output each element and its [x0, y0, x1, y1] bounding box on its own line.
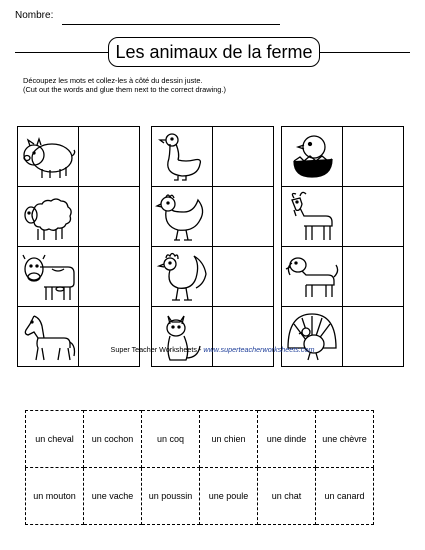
footer: [0, 345, 425, 354]
answer-box[interactable]: [343, 187, 404, 247]
word-card[interactable]: un chien: [200, 411, 258, 468]
picture-grid-3: [281, 126, 404, 367]
goat-icon: [284, 190, 340, 244]
instructions-french: Découpez les mots et collez-les à côté du dessin juste.: [23, 76, 203, 85]
turkey-picture: [282, 307, 343, 367]
dog-icon: [284, 251, 340, 303]
word-card[interactable]: un chat: [258, 468, 316, 525]
word-card[interactable]: un poussin: [142, 468, 200, 525]
horse-picture: [18, 307, 79, 367]
word-cards: [25, 410, 374, 525]
answer-box[interactable]: [343, 307, 404, 367]
cow-picture: [18, 247, 79, 307]
cat-icon: [156, 310, 208, 364]
footer-link[interactable]: www.superteacherworksheets.com: [203, 345, 315, 354]
chick-icon: [286, 131, 338, 183]
answer-box[interactable]: [213, 127, 274, 187]
duck-icon: [156, 130, 208, 184]
title-rule-left: [15, 52, 108, 53]
word-card[interactable]: un cochon: [84, 411, 142, 468]
name-label: Nombre:: [15, 10, 54, 21]
chick-picture: [282, 127, 343, 187]
rooster-icon: [154, 250, 210, 304]
cat-picture: [152, 307, 213, 367]
word-card[interactable]: une dinde: [258, 411, 316, 468]
word-card[interactable]: une vache: [84, 468, 142, 525]
hen-icon: [154, 190, 210, 244]
page-title: Les animaux de la ferme: [108, 37, 320, 67]
cow-icon: [20, 251, 76, 303]
word-card[interactable]: un mouton: [26, 468, 84, 525]
hen-picture: [152, 187, 213, 247]
picture-grid-2: [151, 126, 274, 367]
sheep-picture: [18, 187, 79, 247]
instructions: [23, 76, 226, 94]
word-card[interactable]: une poule: [200, 468, 258, 525]
answer-box[interactable]: [79, 247, 140, 307]
pig-picture: [18, 127, 79, 187]
word-card[interactable]: un cheval: [26, 411, 84, 468]
answer-box[interactable]: [213, 247, 274, 307]
title-rule-right: [320, 52, 410, 53]
name-line[interactable]: [62, 24, 280, 25]
sheep-icon: [20, 191, 76, 243]
answer-box[interactable]: [213, 307, 274, 367]
answer-box[interactable]: [79, 307, 140, 367]
horse-icon: [20, 310, 76, 364]
picture-grid-1: [17, 126, 140, 367]
duck-picture: [152, 127, 213, 187]
pig-icon: [20, 132, 76, 182]
answer-box[interactable]: [79, 127, 140, 187]
word-card[interactable]: un coq: [142, 411, 200, 468]
footer-text: Super Teacher Worksheets -: [110, 345, 204, 354]
word-card[interactable]: un canard: [316, 468, 374, 525]
goat-picture: [282, 187, 343, 247]
answer-box[interactable]: [79, 187, 140, 247]
answer-box[interactable]: [343, 127, 404, 187]
answer-box[interactable]: [213, 187, 274, 247]
turkey-icon: [284, 310, 340, 364]
answer-box[interactable]: [343, 247, 404, 307]
dog-picture: [282, 247, 343, 307]
rooster-picture: [152, 247, 213, 307]
instructions-english: (Cut out the words and glue them next to the correct drawing.): [23, 85, 226, 94]
word-card[interactable]: une chèvre: [316, 411, 374, 468]
